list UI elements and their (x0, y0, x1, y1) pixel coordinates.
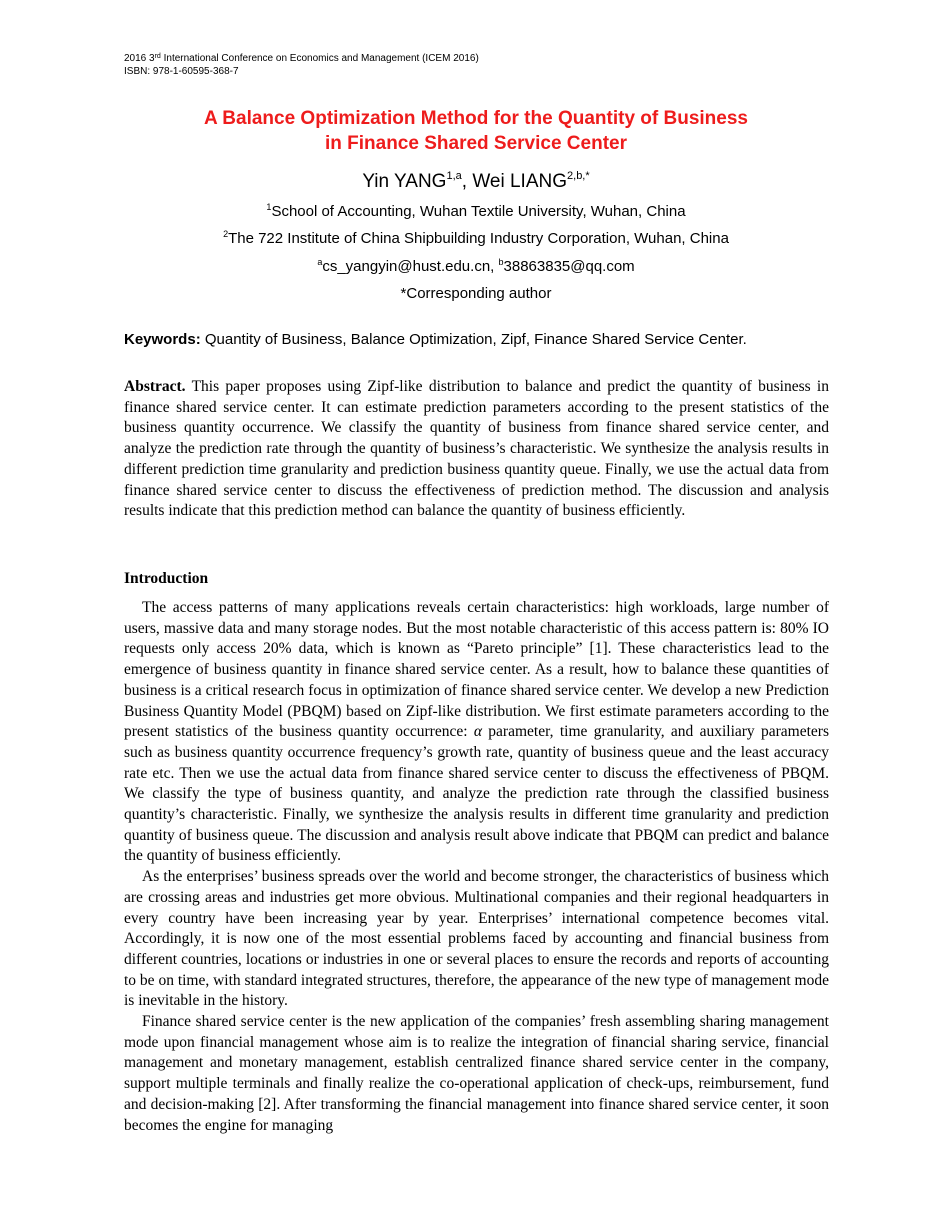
title-line-2: in Finance Shared Service Center (324, 133, 627, 154)
affiliation-1-mark: 1 (266, 202, 272, 212)
author-1: Yin YANG (362, 171, 447, 192)
affiliation-2-text: The 722 Institute of China Shipbuilding Industry Corporation, Wuhan, China (228, 230, 729, 247)
conference-text-post: International Conference on Economics and Management (ICEM 2016) (160, 53, 479, 64)
email-a: cs_yangyin@hust.edu.cn, (322, 258, 499, 275)
affiliation-2 (0, 230, 952, 248)
author-2: Wei LIANG (472, 171, 568, 192)
author-list (0, 170, 952, 194)
conference-ordinal: rd (154, 53, 161, 60)
isbn: ISBN: 978-1-60595-368-7 (124, 66, 239, 77)
abstract-text: This paper proposes using Zipf-like distribution to balance and predict the quantity of business in finance shared service center. It can estimate prediction parameters according to the present statistics of the business quantity occurrence. We classify the quantity of business from finance shared service center, and analyze the prediction rate through the quantity of business’s characteristic. We synthesize the analysis results in different prediction time granularity and prediction business quantity queue. Finally, we use the actual data from finance shared service center to discuss the effectiveness of prediction method. The discussion and analysis results indicate that this prediction method can balance the quantity of business efficiently. (124, 378, 829, 520)
introduction-body (124, 598, 829, 1136)
abstract-label: Abstract. (124, 378, 186, 395)
keywords-text: Quantity of Business, Balance Optimization, Zipf, Finance Shared Service Center. (200, 331, 747, 348)
affiliation-1-text: School of Accounting, Wuhan Textile University, Wuhan, China (271, 203, 686, 220)
author-2-affiliation: 2,b,* (567, 170, 590, 182)
title-line-1: A Balance Optimization Method for the Quantity of Business (203, 108, 748, 129)
alpha-symbol: α (473, 723, 482, 741)
paper-title (0, 106, 952, 156)
affiliation-1 (0, 203, 952, 221)
intro-paragraph-3: Finance shared service center is the new application of the companies’ fresh assembling sharing management mode upon financial management whose aim is to realize the integration of financial sharing service, financial management and monetary management, establish centralized finance shared service center in the company, support multiple terminals and finally realize the co-operational application of check-ups, reimbursement, fund and decision-making [2]. After transforming the financial management into finance shared service center, it soon becomes the engine for managing (124, 1013, 829, 1134)
intro-paragraph-2: As the enterprises’ business spreads over the world and become stronger, the characteristics of business which are crossing areas and industries get more obvious. Multinational companies and their regional headquarters in every country have been increasing year by year. Enterprises’ international competence becomes vital. Accordingly, it is now one of the most essential problems faced by accounting and financial business from different countries, locations or industries in one or several places to ensure the records and reports of accounting to be on time, with standard integrated structures, therefore, the appearance of the new type of management mode is inevitable in the history. (124, 868, 829, 1010)
email-line (0, 258, 952, 276)
intro-p1-part-2: parameter, time granularity, and auxiliary parameters such as business quantity occurrence frequency’s growth rate, quantity of business queue and the least accuracy rate etc. Then we use the actual data from finance shared service center to discuss the effectiveness of PBQM. We classify the type of business quantity, and analyze the prediction rate through the classified business quantity’s characteristic. Finally, we synthesize the analysis results in different time granularity and prediction quantity of business queue. The discussion and analysis result above indicate that PBQM can predict and balance the quantity of business efficiently. (124, 723, 829, 865)
intro-p1-part-1: The access patterns of many applications reveals certain characteristics: high workloads, large number of users, massive data and many storage nodes. But the most notable characteristic of this access pattern is: 80% IO requests only access 20% data, which is known as “Pareto principle” [1]. These characteristics lead to the emergence of business quantity in finance shared service center. As a result, how to balance these quantities of business is a critical research focus in optimization of finance shared service center. We develop a new Prediction Business Quantity Model (PBQM) based on Zipf-like distribution. We first estimate parameters according to the present statistics of the business quantity occurrence: (124, 599, 829, 741)
email-a-mark: a (317, 257, 323, 267)
intro-paragraph-1 (124, 598, 829, 867)
author-1-affiliation: 1,a (446, 170, 462, 182)
section-heading-introduction: Introduction (124, 570, 209, 587)
affiliation-2-mark: 2 (223, 229, 229, 239)
author-separator: , (461, 171, 473, 192)
conference-text-pre: 2016 3 (124, 53, 155, 64)
conference-header (124, 52, 479, 78)
keywords (124, 330, 834, 350)
abstract (124, 377, 829, 522)
corresponding-author: *Corresponding author (400, 285, 552, 302)
email-b-mark: b (498, 257, 504, 267)
conference-line (124, 52, 479, 65)
keywords-label: Keywords: (124, 331, 201, 348)
abstract-paragraph (124, 377, 829, 522)
email-b: 38863835@qq.com (503, 258, 635, 275)
